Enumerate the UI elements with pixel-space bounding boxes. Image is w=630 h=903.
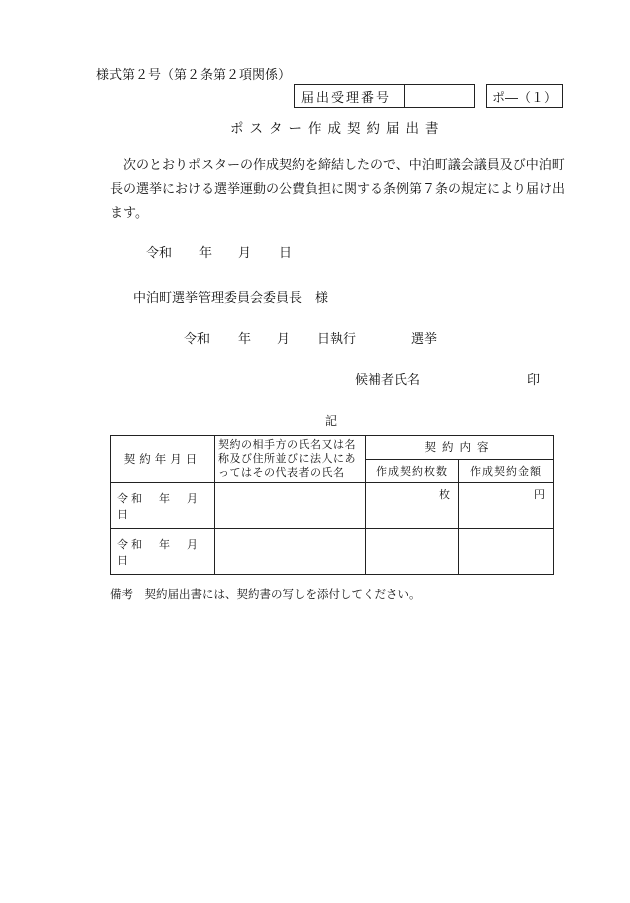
date-day-label: 日	[279, 246, 293, 261]
election-suffix: 選挙	[411, 332, 438, 347]
ki-heading: 記	[325, 414, 338, 428]
header-quantity: 作成契約枚数	[366, 459, 459, 483]
election-day-exec-label: 日執行	[317, 332, 357, 347]
header-contract-contents: 契約内容	[366, 436, 554, 460]
row-party-field[interactable]	[215, 529, 366, 575]
document-title: ポスター作成契約届出書	[230, 121, 445, 137]
header-contract-date: 契約年月日	[111, 436, 215, 483]
receipt-number-field[interactable]	[404, 84, 475, 108]
row-quantity-field[interactable]	[366, 529, 459, 575]
election-month-label: 月	[277, 332, 291, 347]
row-date: 令和 年 月 日	[111, 529, 215, 575]
candidate-name-label: 候補者氏名	[355, 373, 421, 388]
header-amount: 作成契約金額	[459, 459, 554, 483]
election-era: 令和	[184, 332, 211, 347]
table-row	[111, 483, 554, 529]
row-amount-field[interactable]	[459, 529, 554, 575]
row-quantity-field[interactable]: 枚	[366, 483, 459, 529]
date-year-label: 年	[199, 246, 213, 261]
body-text: 次のとおりポスターの作成契約を締結したので、中泊町議会議員及び中泊町長の選挙における選挙運動の公費負担に関する条例第７条の規定により届け出ます。	[110, 158, 566, 221]
table-row	[111, 529, 554, 575]
addressee: 中泊町選挙管理委員会委員長 様	[133, 291, 329, 306]
row-amount-field[interactable]: 円	[459, 483, 554, 529]
form-number: 様式第２号（第２条第２項関係）	[96, 68, 292, 83]
seal-mark: 印	[527, 373, 541, 388]
date-month-label: 月	[238, 246, 252, 261]
date-era: 令和	[146, 246, 173, 261]
election-year-label: 年	[238, 332, 252, 347]
contract-table	[110, 435, 554, 575]
form-code: ポ―（１）	[486, 84, 563, 108]
remarks: 備考 契約届出書には、契約書の写しを添付してください。	[110, 587, 421, 601]
row-party-field[interactable]	[215, 483, 366, 529]
row-date: 令和 年 月 日	[111, 483, 215, 529]
receipt-number-label: 届出受理番号	[294, 84, 405, 108]
header-contract-party: 契約の相手方の氏名又は名称及び住所並びに法人にあってはその代表者の氏名	[215, 436, 366, 483]
